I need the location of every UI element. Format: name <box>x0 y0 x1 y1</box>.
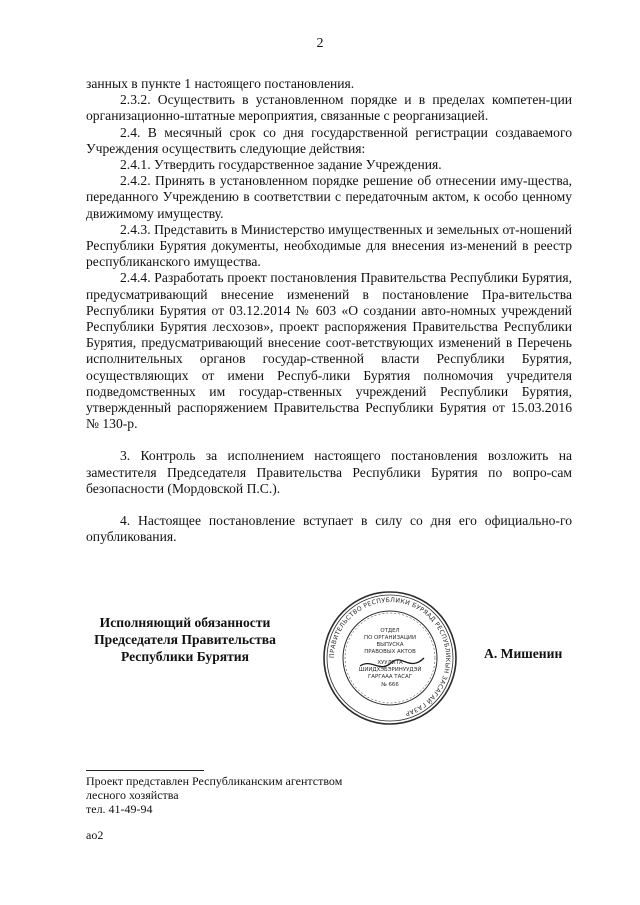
paragraph: 2.3.2. Осуществить в установленном порядке и в пределах компетен-ции организационно-штатные мероприятия, связанные с реорганизацией. <box>86 92 572 124</box>
document-body <box>86 76 572 545</box>
stamp-text: № 666 <box>381 682 399 688</box>
signatory-name: А. Мишенин <box>484 646 563 661</box>
stamp-text: ОТДЕЛ <box>380 628 400 634</box>
paragraph: 2.4.2. Принять в установленном порядке решение об отнесении иму-щества, переданного Учреждению в соответствии с передаточным актом, к особо ценному движимому имуществу. <box>86 173 572 221</box>
paragraph: 4. Настоящее постановление вступает в силу со дня его официально-го опубликования. <box>86 513 572 545</box>
stamp-text: ШИИДХЭБЭРИНУУДЭЙ <box>358 667 422 673</box>
stamp-text: ХУУЛИТА <box>377 660 403 666</box>
paragraph: 3. Контроль за исполнением настоящего постановления возложить на заместителя Председателя Правительства Республики Бурятия по вопро-сам безопасности (Мордовской П.С.). <box>86 448 572 496</box>
document-code: ао2 <box>86 828 104 842</box>
signatory-title-line: Исполняющий обязанности <box>99 615 271 630</box>
footer-divider <box>86 770 204 771</box>
page-number: 2 <box>316 36 324 51</box>
stamp-text: ВЫПУСКА <box>376 642 404 648</box>
paragraph: занных в пункте 1 настоящего постановления. <box>86 76 355 91</box>
stamp-ring-text: ПРАВИТЕЛЬСТВО РЕСПУБЛИКИ БУРЯАД РЕСПУБЛИКЫН ЗАСАГАЙ ГАЗАР <box>328 596 452 717</box>
official-stamp <box>320 588 460 728</box>
paragraph: 2.4.3. Представить в Министерство имущественных и земельных от-ношений Республики Бурятия документы, необходимые для внесения из-менений в реестр республиканского имущества. <box>86 221 572 270</box>
footer-line: тел. 41-49-94 <box>86 802 153 816</box>
footer-note <box>86 774 342 816</box>
signatory-title-line: Председателя Правительства <box>94 632 276 647</box>
paragraph: 2.4. В месячный срок со дня государственной регистрации создаваемого Учреждения осуществить следующие действия: <box>86 124 572 156</box>
svg-text:ПРАВИТЕЛЬСТВО РЕСПУБЛИКИ БУРЯА <box>329 597 451 717</box>
paragraph: 2.4.4. Разработать проект постановления Правительства Республики Бурятия, предусматривающий внесение изменений в постановление Пра-вительства Республики Бурятия от 03.12.2014 № 603 «О создании авто-номных учреждений Республики Бурятия лесхозов», проект распоряжения Правительства Республики Бурятия, предусматривающий внесение соот-ветствующих изменений в Перечень исполнительных органов государ-ственной власти Республики Бурятия, осуществляющих от имени Респуб-лики Бурятия полномочия учредителя подведомственных им государ-ственных учреждений Республики Бурятия, утвержденный распоряжением Правительства Республики Бурятия от 15.03.2016 № 130-р. <box>86 270 572 432</box>
stamp-text: ПРАВОВЫХ АКТОВ <box>364 649 416 655</box>
signatory-title <box>86 614 284 665</box>
paragraph: 2.4.1. Утвердить государственное задание Учреждения. <box>120 157 442 173</box>
stamp-text: ГАРГААА ТАСАГ <box>367 674 413 680</box>
signatory-title-line: Республики Бурятия <box>120 649 249 664</box>
stamp-text: ПО ОРГАНИЗАЦИИ <box>364 635 416 641</box>
footer-line: лесного хозяйства <box>86 788 179 802</box>
footer-line: Проект представлен Республиканским агентством <box>86 774 343 788</box>
